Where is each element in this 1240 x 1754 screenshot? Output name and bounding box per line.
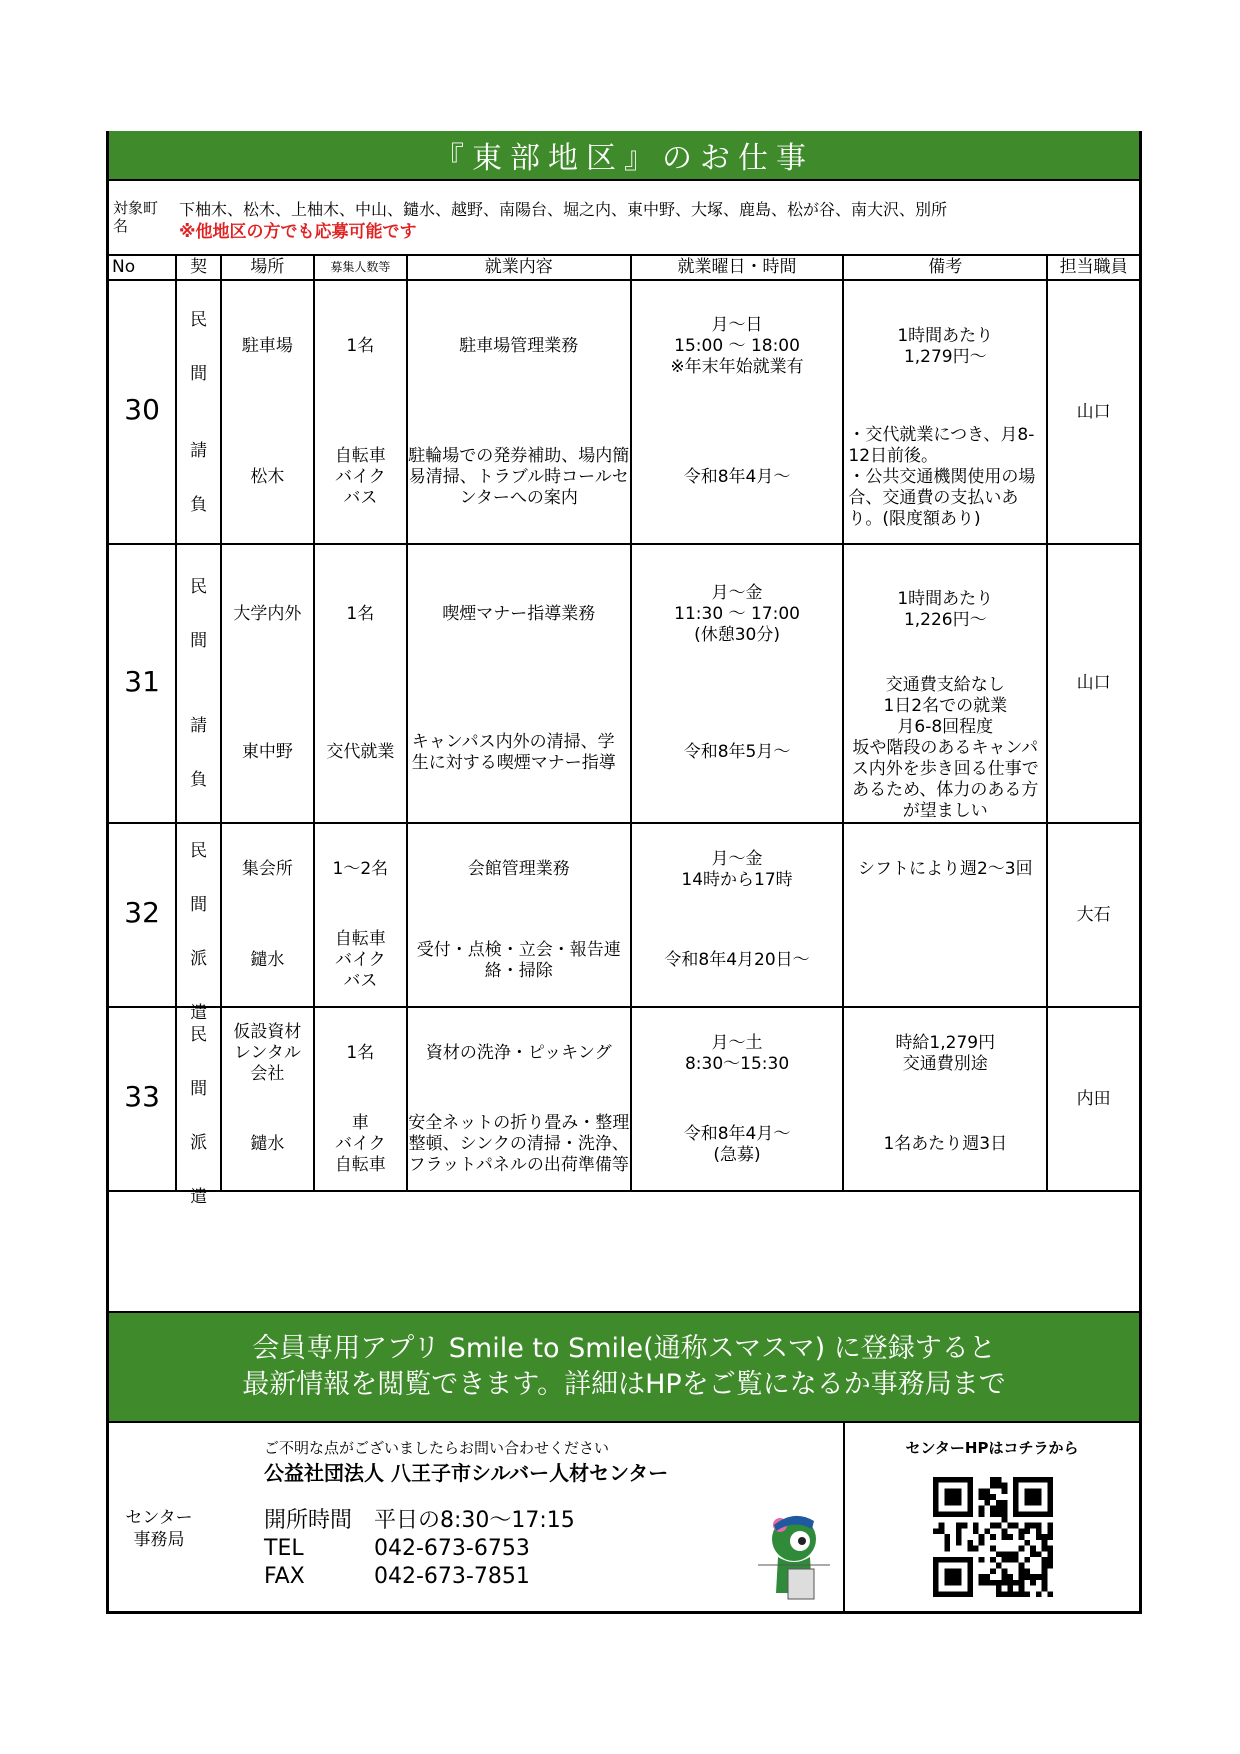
job-place — [221, 544, 314, 823]
tel-label: TEL — [264, 1536, 304, 1561]
staff-name: 内田 — [1076, 1088, 1111, 1109]
job-note — [843, 823, 1047, 1007]
job-content-bottom: 駐輪場での発券補助、場内簡易清掃、トラブル時コールセンターへの案内 — [408, 446, 630, 508]
job-content-bottom: キャンパス内外の清掃、学生に対する喫煙マナー指導 — [411, 731, 616, 773]
job-content — [407, 280, 631, 544]
job-content-top: 駐車場管理業務 — [459, 336, 579, 356]
job-note — [843, 1007, 1047, 1191]
job-time — [631, 823, 844, 1007]
job-count-bottom: 交代就業 — [326, 742, 395, 763]
job-row — [109, 1007, 1139, 1191]
job-number-text: 31 — [124, 664, 160, 698]
org-name: 公益社団法人 八王子市シルバー人材センター — [264, 1461, 669, 1485]
job-time — [631, 280, 844, 544]
page-title: 『東部地区』のお仕事 — [109, 131, 1139, 181]
job-content — [407, 823, 631, 1007]
target-towns — [109, 179, 1139, 256]
job-place — [221, 823, 314, 1007]
col-contract: 契 — [176, 255, 221, 280]
job-row — [109, 280, 1139, 544]
job-time — [631, 1007, 844, 1191]
job-note-top: 時給1,279円 交通費別途 — [895, 1032, 996, 1074]
contract-char: 間 — [190, 631, 208, 652]
staff-name: 山口 — [1076, 673, 1111, 693]
staff-name: 山口 — [1076, 401, 1111, 422]
job-time-bottom: 令和8年5月～ — [683, 742, 791, 763]
col-content: 就業内容 — [407, 255, 631, 280]
banner-line-1: 会員専用アプリ Smile to Smile(通称スマスマ) に登録すると — [252, 1333, 996, 1364]
job-note-top: 1時間あたり 1,279円～ — [897, 325, 994, 367]
job-time-top: 月～日 15:00 ～ 18:00 ※年末年始就業有 — [670, 315, 804, 377]
job-staff — [1047, 280, 1139, 544]
contract-char: 請 — [190, 715, 208, 736]
job-count-bottom: 車 バイク 自転車 — [334, 1113, 386, 1175]
job-time-bottom: 令和8年4月～ (急募) — [683, 1123, 791, 1165]
job-number-text: 33 — [124, 1080, 160, 1113]
col-note: 備考 — [843, 255, 1047, 280]
qr-label: センターHPはコチラから — [905, 1439, 1079, 1457]
job-number — [109, 823, 176, 1007]
job-count-bottom: 自転車 バイク バス — [334, 446, 386, 508]
job-place-top: 大学内外 — [233, 603, 302, 624]
contract-char: 派 — [190, 949, 208, 969]
job-row — [109, 544, 1139, 823]
job-time-bottom: 令和8年4月20日～ — [664, 950, 810, 970]
job-number — [109, 544, 176, 823]
job-contract — [176, 823, 221, 1023]
job-count-top: 1名 — [346, 336, 375, 356]
app-banner — [109, 1311, 1139, 1423]
job-place-bottom: 鑓水 — [250, 1134, 285, 1154]
banner-line-2: 最新情報を閲覧できます。詳細はHPをご覧になるか事務局まで — [242, 1369, 1006, 1400]
hours-value: 平日の8:30～17:15 — [374, 1508, 575, 1533]
job-contract — [176, 280, 221, 544]
job-time-top: 月～金 11:30 ～ 17:00 (休憩30分) — [674, 582, 800, 645]
contact-details — [264, 1507, 575, 1591]
contract-char: 遣 — [190, 1003, 208, 1023]
job-place-top: 仮設資材 レンタル 会社 — [233, 1022, 302, 1084]
fax-label: FAX — [264, 1564, 305, 1589]
job-count-top: 1名 — [346, 1043, 375, 1063]
job-staff — [1047, 544, 1139, 823]
job-count-top: 1名 — [346, 603, 375, 624]
job-place — [221, 1007, 314, 1191]
job-staff — [1047, 1007, 1139, 1191]
contract-char: 民 — [190, 577, 208, 598]
col-staff: 担当職員 — [1047, 255, 1139, 280]
job-contract — [176, 1007, 221, 1207]
job-number-text: 32 — [124, 896, 160, 929]
job-place-bottom: 松木 — [250, 467, 285, 487]
job-count — [314, 823, 407, 1007]
job-content-top: 資材の洗浄・ピッキング — [425, 1043, 612, 1063]
job-place-bottom: 鑓水 — [250, 950, 285, 970]
contract-char: 遣 — [190, 1187, 208, 1207]
job-note — [843, 544, 1047, 823]
job-note — [843, 280, 1047, 544]
job-place-top: 駐車場 — [241, 336, 293, 356]
col-no: No — [109, 255, 176, 280]
towns-list: 下柚木、松木、上柚木、中山、鑓水、越野、南陽台、堀之内、東中野、大塚、鹿島、松が谷、南大沢、別所 — [179, 200, 948, 219]
job-count — [314, 1007, 407, 1191]
job-time-top: 月～土 8:30～15:30 — [684, 1032, 790, 1074]
contract-char: 民 — [190, 309, 208, 330]
job-number-text: 30 — [124, 393, 160, 426]
job-contract — [176, 544, 221, 823]
job-content-top: 会館管理業務 — [467, 859, 570, 879]
job-count — [314, 280, 407, 544]
job-listing-sheet — [106, 131, 1142, 1614]
job-content-bottom: 安全ネットの折り畳み・整理整頓、シンクの清掃・洗浄、フラットパネルの出荷準備等 — [408, 1113, 630, 1175]
job-content — [407, 544, 631, 823]
job-count-bottom: 自転車 バイク バス — [334, 929, 386, 991]
staff-name: 大石 — [1076, 904, 1111, 925]
col-place: 場所 — [221, 255, 314, 280]
job-place — [221, 280, 314, 544]
job-number — [109, 280, 176, 544]
col-time: 就業曜日・時間 — [631, 255, 844, 280]
job-row — [109, 823, 1139, 1007]
contract-char: 民 — [190, 1025, 208, 1045]
job-note-bottom: 交通費支給なし 1日2名での就業 月6-8回程度 坂や階段のあるキャンパス内外を歩き回る仕事であるため、体力のある方が望ましい — [851, 675, 1039, 821]
office-label: センター 事務局 — [125, 1508, 193, 1550]
tel-number: 042-673-6753 — [374, 1536, 530, 1561]
contract-char: 派 — [190, 1133, 208, 1153]
jobs-table — [109, 254, 1139, 1207]
hours-label: 開所時間 — [264, 1508, 353, 1533]
job-count — [314, 544, 407, 823]
job-content-bottom: 受付・点検・立会・報告連絡・掃除 — [416, 939, 621, 981]
job-staff — [1047, 823, 1139, 1007]
job-number — [109, 1007, 176, 1191]
contract-char: 負 — [190, 494, 208, 515]
job-count-top: 1～2名 — [332, 859, 389, 879]
inquiry-text: ご不明な点がございましたらお問い合わせください — [264, 1439, 610, 1457]
contract-char: 負 — [190, 769, 208, 790]
fax-number: 042-673-7851 — [374, 1564, 530, 1589]
job-note-top: シフトにより週2～3回 — [857, 859, 1033, 879]
job-note-top: 1時間あたり 1,226円～ — [897, 589, 994, 630]
job-note-bottom — [844, 915, 1046, 1006]
job-place-top: 集会所 — [241, 859, 293, 879]
contract-char: 請 — [190, 440, 208, 461]
job-note-bottom: 1名あたり週3日 — [883, 1134, 1008, 1154]
contract-char: 間 — [190, 1079, 208, 1099]
job-place-bottom: 東中野 — [241, 742, 293, 763]
job-content-top: 喫煙マナー指導業務 — [442, 603, 596, 624]
job-time-top: 月～金 14時から17時 — [681, 848, 793, 890]
job-time-bottom: 令和8年4月～ — [683, 467, 791, 487]
mascot-icon — [754, 1507, 834, 1607]
contract-char: 民 — [190, 841, 208, 861]
contact-footer — [109, 1421, 1139, 1611]
table-header-row — [109, 255, 1139, 280]
qr-code-icon[interactable] — [933, 1477, 1053, 1597]
contract-char: 間 — [190, 895, 208, 915]
job-time — [631, 544, 844, 823]
job-content — [407, 1007, 631, 1191]
towns-label: 対象町名 — [113, 199, 159, 235]
job-note-bottom: ・交代就業につき、月8-12日前後。 ・公共交通機関使用の場合、交通費の支払いあり。(限度額あり) — [848, 425, 1036, 529]
col-count: 募集人数等 — [314, 255, 407, 280]
contract-char: 間 — [190, 363, 208, 384]
towns-note: ※他地区の方でも応募可能です — [179, 222, 417, 242]
